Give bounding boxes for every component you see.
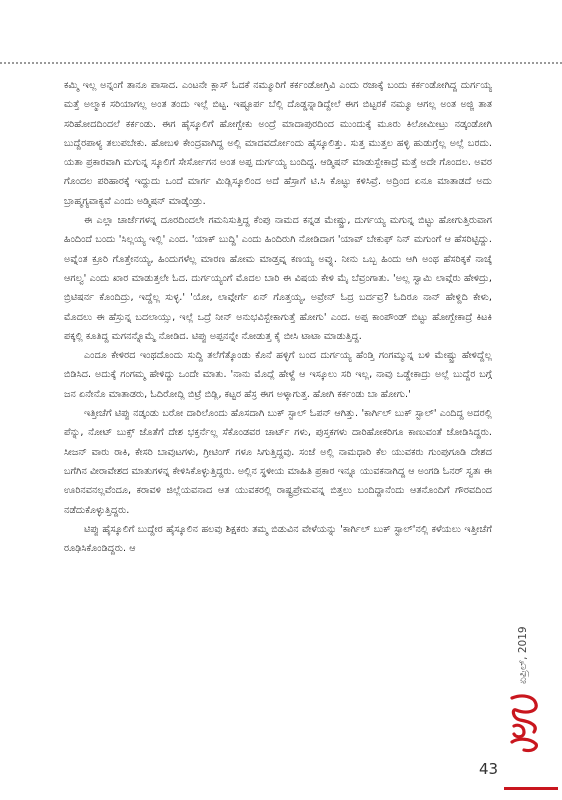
magazine-logo bbox=[508, 692, 540, 754]
top-dotted-rule bbox=[0, 62, 562, 64]
article-body bbox=[64, 76, 492, 558]
article-paragraph: ಈ ಎಲ್ಲಾ ಚಾರ್ಜೆಗಳನ್ನ ದೂರದಿಂದಲೇ ಗಮನಿಸುತ್ತಿದ್ದ ಕೆಂಪು ನಾಮದ ಕನ್ನಡ ಮೇಷ್ಟ್ರು, ದುರ್ಗಯ್ಯ ಮಗುನ್ನ ಬಿಟ್ಟು ಹೋಗುತ್ತಿರುವಾಗ ಹಿಂದಿಂದೆ ಬಂದು 'ಸಿಲ್ಲಯ್ಯ ಇಲ್ಲಿ' ಎಂದ. 'ಯಾಕ್ ಬುದ್ದಿ' ಎಂದು ಹಿಂದಿರುಗಿ ನೋಡಿದಾಗ 'ಯಾವ್ ಬೇಕುಫ್ ನಿನ್ ಮಗುಂಗೆ ಆ ಹೆಸರಿಟ್ಟಿದ್ದು. ಅವ್ನೆಂತ ಕ್ರೂರಿ ಗೊತ್ತೇನಯ್ಯ, ಹಿಂದುಗಳೆಲ್ಲ ಮಾರಣ ಹೋಮ ಮಾಡ್ತವ್ನ ಕಣಯ್ಯ ಅವ್ನು. ನೀನು ಒಬ್ಬ ಹಿಂದು ಆಗಿ ಅಂಥ ಹೆಸರಿಕ್ಕಕೆ ನಾಚ್ಕೆ ಆಗಲ್ವ' ಎಂದು ಖಾರ ಮಾಡುತ್ತಲೇ ಓದ. ದುರ್ಗಯ್ಯಂಗೆ ಮೊದಲ ಬಾರಿ ಈ ವಿಷಯ ಕೇಳಿ ಮೈ ಬೆವ್ರಂಗಾತು. 'ಅಲ್ಲ ಸ್ವಾಮಿ ಲಾವ್ಗೆರು ಹೇಳಿದ್ರು, ಬ್ರಿಟಿಷರ್ನ ಕೊಂದಿದ್ರು, ಇದ್ದೆಲ್ಲ ಸುಳ್ಳ.' 'ಯೋ, ಲಾವ್ಗೇರ್ಗೆ ಏನ್ ಗೊತ್ತಯ್ಯ, ಅವ್ರೇನ್ ಓದ್ರ ಬರ್ದವ್ರ? ಓದಿರೂ ನಾನ್ ಹೇಳ್ದಿದಿ ಕೇಳು, ಮೊದಲು ಈ ಹೆಸ್ರುನ್ನ ಬದಲಾಯ್ಸು, ಇಲ್ಲೆ ಒದ್ರೆ ನೀನ್ ಅನುಭವಿಸ್ಬೇಕಾಗುತ್ತೆ ಹೋಗು' ಎಂದ. ಅಪ್ಪ ಕಾಂಪೌಂಡ್ ಬಿಟ್ಟು ಹೋಗ್ಬೇಕಾದ್ರೆ ಕಿಟಕಿ ಪಕ್ಕಲ್ಲಿ ಕೂತಿದ್ದ ಮಗನನ್ನೊಮ್ಮೆ ನೋಡಿದ. ಟಿಪ್ಪು ಅಪ್ಪನನ್ನೇ ನೋಡುತ್ತ ಕೈ ಬೀಸಿ ಟಾಟಾ ಮಾಡುತ್ತಿದ್ದ. bbox=[64, 215, 492, 342]
page-number: 43 bbox=[479, 760, 499, 778]
issue-date: ಏಪ್ರಿಲ್, 2019 bbox=[517, 626, 529, 684]
article-paragraph: ಟಿಪ್ಪು ಹೈಸ್ಕೂಲಿಗೆ ಬುದ್ದೇರ ಹೈಸ್ಕೂಲಿನ ಹಲವು ಶಿಕ್ಷಕರು ತಮ್ಮ ಬಿಡುವಿನ ವೇಳೆಯನ್ನು 'ಕಾರ್ಗಿಲ್ ಬುಕ್ ಸ್ಟಾಲ್'ನಲ್ಲಿ ಕಳೆಯಲು ಇತ್ತೀಚೆಗೆ ರೂಢಿಸಿಕೊಂಡಿದ್ದರು. ಆ bbox=[64, 523, 492, 555]
footer-accent-rule bbox=[504, 787, 558, 790]
article-paragraph: ಕಮ್ಮಿ ಇಲ್ಲ ಅನ್ನಂಗೆ ತಾನೂ ಪಾಸಾದ. ಎಂಟನೇ ಕ್ಲಾಸ್ ಓದಕೆ ನಮ್ಮೂರಿಗೆ ಕರ್ಕಂಡೋಗ್ತಿವಿ ಎಂದು ರಜಾಕ್ಕೆ ಬಂದು ಕರ್ಕಂಡೋಗಿದ್ದ ದುರ್ಗಯ್ಯ ಮತ್ತೆ ಅಲ್ಮಾಕ ಸರಿಯಾಗಲ್ಲ ಅಂತ ತಂದು ಇಲ್ಲೆ ಬಿಟ್ಟ. ಇಷ್ಟೂರ್ಪ ಬೆಲ್ಲಿ ದೊಡ್ಡನ್ನಾಡಿದ್ದೇಲೆ ಈಗ ಬಿಟ್ಟರಕೆ ನಮ್ಮೂ ಆಗಲ್ಲ ಅಂತ ಅಜ್ಜಿ ತಾತ ಸರಿಹೋದದಿಂದಲೆ ಕರ್ಕಂಡು. ಈಗ ಹೈಸ್ಕೂಲಿಗೆ ಹೋಗ್ಬೇಕು ಅಂದ್ರೆ ಮಾದಾಪುರದಿಂದ ಮುಂದುಕ್ಕೆ ಮೂರು ಕಿಲೋಮೀಟ್ರು ನಡ್ಕಂಡೋಗಿ ಬುದ್ದೆರಪಾಳ್ಯ ತಲುಪಬೇಕು. ಹೋಬಳಿ ಕೇಂದ್ರವಾಗಿದ್ದ ಅಲ್ಲಿ ಮಾದವರ್ದೋಂದು ಹೈಸ್ಕೂಲಿತ್ತು. ಸುತ್ತ ಮುತ್ತಲ ಹಳ್ಳಿ ಹುಡುಗ್ರೆಲ್ಲ ಅಲ್ಲೆ ಬರದು. ಯತಾ ಪ್ರಕಾರವಾಗಿ ಮಗುನ್ನ ಸ್ಕೂಲಿಗೆ ಸೇರ್ಸೋಗನ ಅಂತ ಅಪ್ಪ ದುರ್ಗಯ್ಯ ಬಂದಿದ್ದ. ಆಡ್ಮಿಷನ್ ಮಾಡುಸ್ಬೇಕಾದ್ರೆ ಮತ್ತೆ ಅದೇ ಗೊಂದಲ. ಅವರ ಗೊಂದಲ ಪರಿಹಾರಕ್ಕೆ ಇದ್ದುದು ಒಂದೆ ಮಾರ್ಗ ಮಿಡ್ಲಿಸ್ಕೂಲಿಂದ ಅದೆ ಹೆಸ್ರಾಗೆ ಟಿ.ಸಿ ಕೊಟ್ಟು ಕಳಿಸಿವ್ರೆ. ಅದ್ರಿಂದ ಏನೂ ಮಾತಾಡದೆ ಅದು ಬ್ರಾಹ್ಮಗ್ಯವಾಕ್ಯವೆ ಎಂದು ಅಡ್ಮಿಷನ್ ಮಾಡ್ಕೆಂಡ್ರು. bbox=[64, 80, 492, 207]
article-paragraph: ಎಂದೂ ಕೇಳಿರದ ಇಂಥದೊಂದು ಸುದ್ದಿ ತಲೆಗೆತ್ಕೊಂಡು ಕೊನೆ ಹಳ್ಳಿಗೆ ಬಂದ ದುರ್ಗಯ್ಯ ಹೆಂಡ್ತಿ ಗಂಗಮ್ಮುನ್ನ ಬಳಿ ಮೇಷ್ಟ್ರು ಹೇಳಿದ್ದೆಲ್ಲ ಬಿಡಿಸಿದ. ಅದುಕ್ಕೆ ಗಂಗಮ್ಮ ಹೇಳಿದ್ದು ಒಂದೇ ಮಾತು. 'ನಾನು ಮೊದ್ಲೆ ಹೇಳ್ದೆ ಆ ಇಸ್ಕೂಲು ಸರಿ ಇಲ್ಲ, ನಾವು ಒಡ್ಡೇಕಾದ್ರು ಅಲ್ಲೆ ಬುದ್ದೆರ ಬಗ್ಗೆ ಜನ ಏನೇನೊ ಮಾತಾಡರು, ಓದಿರೋದ್ಲಿ ಬಿಟ್ರೆ ಬಿಡ್ಲಿ, ಕಟ್ಟರ ಹೆಸ್ರ ಈಗ ಅಳ್ಕಾಗುತ್ತ. ಹೋಗಿ ಕರ್ಕಂಡು ಬಾ ಹೋಗು.' bbox=[64, 350, 492, 400]
side-strip bbox=[506, 560, 556, 790]
article-paragraph: ಇತ್ತೀಚೆಗೆ ಟಿಪ್ಪು ನಡ್ಕಂಡು ಬರೋ ದಾರಿಲೊಂದು ಹೊಸದಾಗಿ ಬುಕ್ ಸ್ಟಾಲ್ ಓಪನ್ ಆಗಿತ್ತು. 'ಕಾರ್ಗಿಲ್ ಬುಕ್ ಸ್ಟಾಲ್' ಎಂದಿದ್ದ ಅದರಲ್ಲಿ ಪೆನ್ನು, ನೋಟ್ ಬುಕ್ಸ್ ಜೊತೆಗೆ ದೇಶ ಭಕ್ತರ್ನೆಲ್ಲ ಸೆಕೊಂಡವರ ಚಾರ್ಟ್ ಗಳು, ಪುಸ್ತಕಗಳು ದಾರಿಹೋಕರಿಗೂ ಕಾಣುವಂತೆ ಜೋಡಿಸಿದ್ದರು. ಸೀಜನ್ ವಾರು ರಾಕಿ, ಕೇಸರಿ ಬಾವುಟಗಳು, ಗ್ರೀಟಿಂಗ್ ಗಳೂ ಸಿಗುತ್ತಿದ್ದವು. ಸಂಜೆ ಅಲ್ಲಿ ನಾಮಧಾರಿ ಕೆಲ ಯುವಕರು ಗುಂಪುಗೂಡಿ ದೇಶದ ಬಗೆಗಿನ ವೀರಾವೇಶದ ಮಾತುಗಳನ್ನ ಕೇಳಿಸಿಕೊಳ್ಳುತ್ತಿದ್ದರು. ಅಲ್ಲಿನ ಸ್ಥಳೀಯ ಮಾಹಿತಿ ಪ್ರಕಾರ ಇನ್ನೂ ಯುವಕನಾಗಿದ್ದ ಆ ಅಂಗಡಿ ಓನರ್ ಸ್ವತಃ ಈ ಊರಿನವನಲ್ಲವೆಂದೂ, ಕರಾವಳಿ ಜಿಲ್ಲೆಯವನಾದ ಆತ ಯುವಕರಲ್ಲಿ ರಾಷ್ಟ್ರಪ್ರೇಮವನ್ನ ಬಿತ್ತಲು ಬಂದಿದ್ದಾನೆಂದು ಆತನೊಂದಿಗೆ ಗೌರವದಿಂದ ನಡೆದುಕೊಳ್ಳುತ್ತಿದ್ದರು. bbox=[64, 408, 492, 516]
